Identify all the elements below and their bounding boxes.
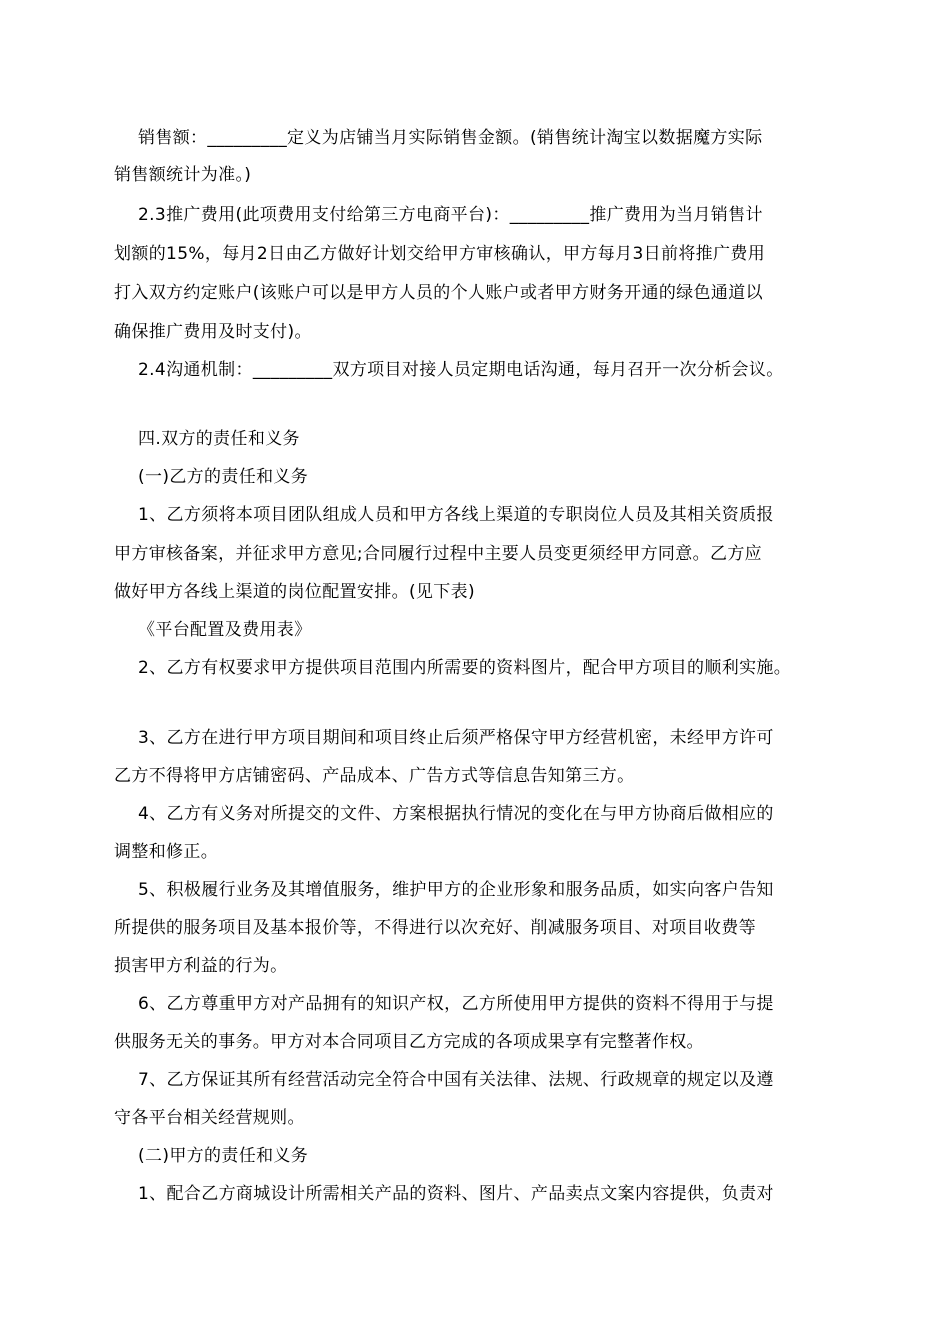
text-line-promotion-fee-cont-3: 确保推广费用及时支付)。 — [114, 322, 312, 342]
text-line-b-item-1-cont-1: 甲方审核备案，并征求甲方意见;合同履行过程中主要人员变更须经甲方同意。乙方应 — [114, 544, 763, 564]
subheading-party-a: (二)甲方的责任和义务 — [138, 1146, 309, 1166]
text-line-b-item-5: 5、积极履行业务及其增值服务，维护甲方的企业形象和服务品质，如实向客户告知 — [138, 880, 774, 900]
text-line-b-item-4: 4、乙方有义务对所提交的文件、方案根据执行情况的变化在与甲方协商后做相应的 — [138, 804, 774, 824]
text-line-b-item-4-cont: 调整和修正。 — [114, 842, 219, 862]
text-line-b-item-3-cont: 乙方不得将甲方店铺密码、产品成本、广告方式等信息告知第三方。 — [114, 766, 635, 786]
text-line-b-item-2: 2、乙方有权要求甲方提供项目范围内所需要的资料图片，配合甲方项目的顺利实施。 — [138, 658, 792, 678]
text-line-communication: 2.4沟通机制：_________双方项目对接人员定期电话沟通，每月召开一次分析会议。 — [138, 360, 784, 380]
text-line-promotion-fee: 2.3推广费用(此项费用支付给第三方电商平台)：_________推广费用为当月销售计 — [138, 205, 763, 225]
text-line-promotion-fee-cont-2: 打入双方约定账户(该账户可以是甲方人员的个人账户或者甲方财务开通的绿色通道以 — [114, 283, 763, 303]
text-line-sales-definition: 销售额：_________定义为店铺当月实际销售金额。(销售统计淘宝以数据魔方实际 — [138, 128, 763, 148]
text-line-b-item-5-cont-1: 所提供的服务项目及基本报价等，不得进行以次充好、削减服务项目、对项目收费等 — [114, 918, 756, 938]
text-line-b-item-7-cont: 守各平台相关经营规则。 — [114, 1108, 305, 1128]
text-line-b-item-5-cont-2: 损害甲方利益的行为。 — [114, 956, 288, 976]
text-line-sales-definition-cont: 销售额统计为准。) — [114, 165, 252, 185]
text-line-b-item-6-cont: 供服务无关的事务。甲方对本合同项目乙方完成的各项成果享有完整著作权。 — [114, 1032, 704, 1052]
text-line-promotion-fee-cont-1: 划额的15%，每月2日由乙方做好计划交给甲方审核确认，甲方每月3日前将推广费用 — [114, 244, 766, 264]
text-line-b-item-1-cont-2: 做好甲方各线上渠道的岗位配置安排。(见下表) — [114, 582, 475, 602]
text-line-b-item-1: 1、乙方须将本项目团队组成人员和甲方各线上渠道的专职岗位人员及其相关资质报 — [138, 505, 774, 525]
table-reference: 《平台配置及费用表》 — [138, 620, 312, 640]
text-line-b-item-7: 7、乙方保证其所有经营活动完全符合中国有关法律、法规、行政规章的规定以及遵 — [138, 1070, 774, 1090]
section-heading-responsibilities: 四.双方的责任和义务 — [138, 429, 300, 449]
text-line-b-item-3: 3、乙方在进行甲方项目期间和项目终止后须严格保守甲方经营机密，未经甲方许可 — [138, 728, 774, 748]
subheading-party-b: (一)乙方的责任和义务 — [138, 467, 309, 487]
text-line-b-item-6: 6、乙方尊重甲方对产品拥有的知识产权，乙方所使用甲方提供的资料不得用于与提 — [138, 994, 774, 1014]
text-line-a-item-1: 1、配合乙方商城设计所需相关产品的资料、图片、产品卖点文案内容提供，负责对 — [138, 1184, 774, 1204]
